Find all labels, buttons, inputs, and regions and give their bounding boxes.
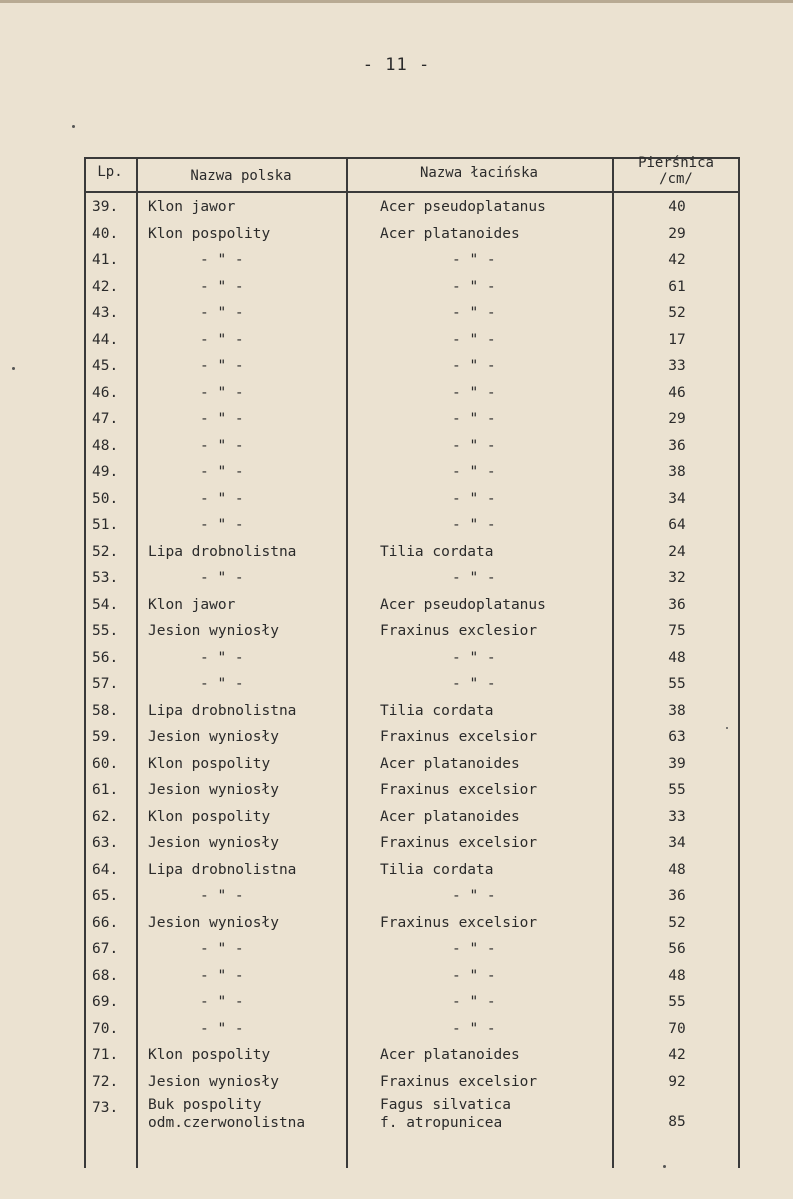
cell-nazwa-lacinska: Acer pseudoplatanus (380, 596, 546, 613)
cell-lp: 58. (92, 702, 119, 719)
table-row (84, 650, 740, 677)
cell-lp: 47. (92, 411, 119, 427)
cell-lp: 50. (92, 490, 119, 507)
table-row (84, 968, 740, 995)
cell-nazwa-lacinska: - " - (452, 384, 496, 401)
cell-nazwa-lacinska: Acer platanoides (380, 1047, 520, 1063)
cell-piersnica: 33 (668, 358, 686, 374)
table-row (84, 597, 740, 624)
cell-lp: 51. (92, 517, 119, 533)
cell-nazwa-lacinska: - " - (452, 888, 496, 904)
cell-piersnica: 42 (668, 252, 686, 268)
table-row (84, 226, 740, 253)
cell-nazwa-polska: - " - (200, 994, 244, 1010)
cell-nazwa-lacinska: Acer platanoides (380, 808, 520, 825)
cell-nazwa-lacinska: - " - (452, 464, 496, 480)
cell-lp: 60. (92, 755, 119, 772)
cell-piersnica: 34 (668, 835, 686, 851)
cell-lp: 59. (92, 729, 119, 745)
header-piersnica: Pierśnica (638, 155, 714, 171)
cell-lp: 61. (92, 782, 119, 798)
cell-nazwa-polska: - " - (200, 278, 244, 295)
cell-piersnica: 70 (668, 1020, 686, 1037)
cell-nazwa-polska: - " - (200, 490, 244, 507)
cell-piersnica: 24 (668, 543, 686, 560)
cell-piersnica: 75 (668, 623, 686, 639)
cell-lp: 71. (92, 1047, 119, 1063)
table-row (84, 915, 740, 942)
table-row (84, 994, 740, 1021)
table-row (84, 517, 740, 544)
header-lp: Lp. (97, 164, 123, 180)
table-row (84, 1047, 740, 1074)
tree-table (84, 157, 740, 1168)
cell-nazwa-polska: - " - (200, 464, 244, 480)
table-row (84, 1097, 740, 1150)
cell-nazwa-lacinska: - " - (452, 437, 496, 454)
table-row (84, 570, 740, 597)
cell-lp: 56. (92, 649, 119, 666)
cell-piersnica: 55 (668, 676, 686, 692)
cell-lp: 49. (92, 464, 119, 480)
cell-nazwa-lacinska: Fraxinus excelsior (380, 729, 538, 745)
table-row (84, 809, 740, 836)
cell-lp: 67. (92, 941, 119, 957)
table-row (84, 199, 740, 226)
cell-lp: 68. (92, 967, 119, 984)
cell-nazwa-polska: Jesion wyniosły (148, 835, 279, 851)
cell-nazwa-polska: Jesion wyniosły (148, 623, 279, 639)
cell-nazwa-lacinska: Tilia cordata (380, 543, 494, 560)
cell-nazwa-lacinska: Fraxinus excelsior (380, 835, 538, 851)
table-row (84, 703, 740, 730)
table-row (84, 252, 740, 279)
cell-nazwa-lacinska: Fraxinus exclesior (380, 623, 538, 639)
cell-piersnica: 17 (668, 331, 686, 348)
cell-lp: 52. (92, 543, 119, 560)
cell-piersnica: 56 (668, 941, 686, 957)
cell-nazwa-polska: - " - (200, 941, 244, 957)
cell-nazwa-polska: Klon jawor (148, 596, 236, 613)
table-row (84, 1021, 740, 1048)
cell-nazwa-lacinska: - " - (452, 331, 496, 348)
scan-speck (12, 367, 15, 370)
cell-nazwa-polska: - " - (200, 888, 244, 904)
cell-nazwa-lacinska: - " - (452, 252, 496, 268)
table-row (84, 729, 740, 756)
cell-lp: 55. (92, 623, 119, 639)
cell-nazwa-polska: - " - (200, 358, 244, 374)
table-row (84, 941, 740, 968)
cell-nazwa-polska: - " - (200, 384, 244, 401)
cell-nazwa-polska: Lipa drobnolistna (148, 861, 297, 878)
cell-piersnica: 64 (668, 517, 686, 533)
cell-nazwa-lacinska: - " - (452, 994, 496, 1010)
cell-nazwa-polska: - " - (200, 570, 244, 586)
cell-piersnica: 85 (668, 1114, 686, 1130)
page-number: - 11 - (362, 55, 431, 75)
cell-lp: 70. (92, 1020, 119, 1037)
cell-nazwa-lacinska: Fraxinus excelsior (380, 914, 538, 931)
table-row (84, 676, 740, 703)
header-nazwa-lacinska: Nazwa łacińska (419, 165, 538, 181)
cell-nazwa-lacinska: Acer platanoides (380, 755, 520, 772)
cell-nazwa-polska: - " - (200, 649, 244, 666)
cell-piersnica: 55 (668, 782, 686, 798)
cell-piersnica: 92 (668, 1073, 686, 1090)
cell-lp: 39. (92, 199, 119, 215)
cell-nazwa-lacinska: - " - (452, 411, 496, 427)
cell-nazwa-lacinska: - " - (452, 278, 496, 295)
cell-nazwa-polska: - " - (200, 517, 244, 533)
cell-lp: 72. (92, 1073, 119, 1090)
cell-lp: 62. (92, 808, 119, 825)
cell-nazwa-lacinska: - " - (452, 305, 496, 321)
cell-piersnica: 52 (668, 914, 686, 931)
cell-lp: 46. (92, 384, 119, 401)
cell-lp: 44. (92, 331, 119, 348)
cell-piersnica: 48 (668, 967, 686, 984)
cell-lp: 43. (92, 305, 119, 321)
cell-nazwa-polska: - " - (200, 1020, 244, 1037)
cell-nazwa-polska: Klon pospolity (148, 225, 271, 242)
cell-piersnica: 63 (668, 729, 686, 745)
cell-piersnica: 29 (668, 225, 686, 242)
table-row (84, 464, 740, 491)
table-row (84, 305, 740, 332)
cell-nazwa-lacinska: - " - (452, 676, 496, 692)
header-piersnica-unit: /cm/ (659, 171, 693, 187)
cell-nazwa-polska: - " - (200, 252, 244, 268)
cell-nazwa-polska: Jesion wyniosły (148, 1073, 279, 1090)
cell-lp: 63. (92, 835, 119, 851)
table-row (84, 438, 740, 465)
header-nazwa-polska: Nazwa polska (190, 168, 292, 184)
cell-piersnica: 52 (668, 305, 686, 321)
cell-nazwa-lacinska: - " - (452, 570, 496, 586)
cell-lp: 64. (92, 861, 119, 878)
cell-nazwa-lacinska: Fraxinus excelsior (380, 782, 538, 798)
cell-nazwa-lacinska: - " - (452, 941, 496, 957)
cell-piersnica: 39 (668, 755, 686, 772)
table-header-border (84, 191, 740, 193)
cell-nazwa-lacinska: Fraxinus excelsior (380, 1073, 538, 1090)
cell-nazwa-lacinska: - " - (452, 490, 496, 507)
cell-piersnica: 55 (668, 994, 686, 1010)
cell-lp: 42. (92, 278, 119, 295)
cell-piersnica: 32 (668, 570, 686, 586)
cell-lp: 48. (92, 437, 119, 454)
cell-piersnica: 48 (668, 861, 686, 878)
cell-nazwa-polska: Jesion wyniosły (148, 782, 279, 798)
cell-nazwa-polska: - " - (200, 411, 244, 427)
table-row (84, 411, 740, 438)
cell-piersnica: 46 (668, 384, 686, 401)
cell-lp: 69. (92, 994, 119, 1010)
cell-lp: 65. (92, 888, 119, 904)
cell-nazwa-lacinska: Tilia cordata (380, 702, 494, 719)
cell-nazwa-lacinska: Fagus silvatica f. atropunicea (380, 1097, 511, 1131)
cell-piersnica: 36 (668, 596, 686, 613)
table-row (84, 782, 740, 809)
cell-nazwa-polska: Klon jawor (148, 199, 236, 215)
table-row (84, 835, 740, 862)
cell-nazwa-polska: Jesion wyniosły (148, 914, 279, 931)
cell-nazwa-lacinska: - " - (452, 967, 496, 984)
cell-nazwa-polska: - " - (200, 331, 244, 348)
cell-piersnica: 33 (668, 808, 686, 825)
cell-piersnica: 38 (668, 702, 686, 719)
scan-speck (663, 1165, 666, 1168)
cell-piersnica: 61 (668, 278, 686, 295)
page-top-edge (0, 0, 793, 3)
cell-nazwa-lacinska: - " - (452, 517, 496, 533)
cell-nazwa-polska: Jesion wyniosły (148, 729, 279, 745)
cell-lp: 40. (92, 225, 119, 242)
table-row (84, 888, 740, 915)
cell-piersnica: 36 (668, 888, 686, 904)
cell-piersnica: 40 (668, 199, 686, 215)
cell-nazwa-lacinska: - " - (452, 358, 496, 374)
cell-nazwa-polska: Lipa drobnolistna (148, 702, 297, 719)
cell-nazwa-lacinska: - " - (452, 649, 496, 666)
cell-lp: 54. (92, 596, 119, 613)
table-row (84, 385, 740, 412)
cell-piersnica: 38 (668, 464, 686, 480)
cell-lp: 57. (92, 676, 119, 692)
cell-nazwa-polska: - " - (200, 437, 244, 454)
table-row (84, 358, 740, 385)
cell-nazwa-polska: Buk pospolity odm.czerwonolistna (148, 1097, 306, 1131)
cell-piersnica: 34 (668, 490, 686, 507)
table-row (84, 756, 740, 783)
table-row (84, 862, 740, 889)
cell-nazwa-polska: Klon pospolity (148, 808, 271, 825)
table-row (84, 279, 740, 306)
cell-nazwa-polska: Lipa drobnolistna (148, 543, 297, 560)
table-row (84, 332, 740, 359)
cell-lp: 53. (92, 570, 119, 586)
table-row (84, 623, 740, 650)
cell-nazwa-polska: - " - (200, 676, 244, 692)
table-row (84, 491, 740, 518)
table-row (84, 544, 740, 571)
cell-lp: 45. (92, 358, 119, 374)
scan-speck (72, 125, 75, 128)
cell-piersnica: 42 (668, 1047, 686, 1063)
cell-nazwa-lacinska: Acer pseudoplatanus (380, 199, 546, 215)
cell-nazwa-lacinska: - " - (452, 1020, 496, 1037)
cell-lp: 73. (92, 1100, 119, 1116)
cell-nazwa-lacinska: Tilia cordata (380, 861, 494, 878)
cell-piersnica: 29 (668, 411, 686, 427)
scan-speck (726, 727, 728, 729)
cell-piersnica: 36 (668, 437, 686, 454)
cell-nazwa-polska: - " - (200, 305, 244, 321)
cell-lp: 66. (92, 914, 119, 931)
cell-nazwa-polska: - " - (200, 967, 244, 984)
cell-nazwa-polska: Klon pospolity (148, 755, 271, 772)
cell-nazwa-lacinska: Acer platanoides (380, 225, 520, 242)
cell-lp: 41. (92, 252, 119, 268)
cell-nazwa-polska: Klon pospolity (148, 1047, 271, 1063)
cell-piersnica: 48 (668, 649, 686, 666)
